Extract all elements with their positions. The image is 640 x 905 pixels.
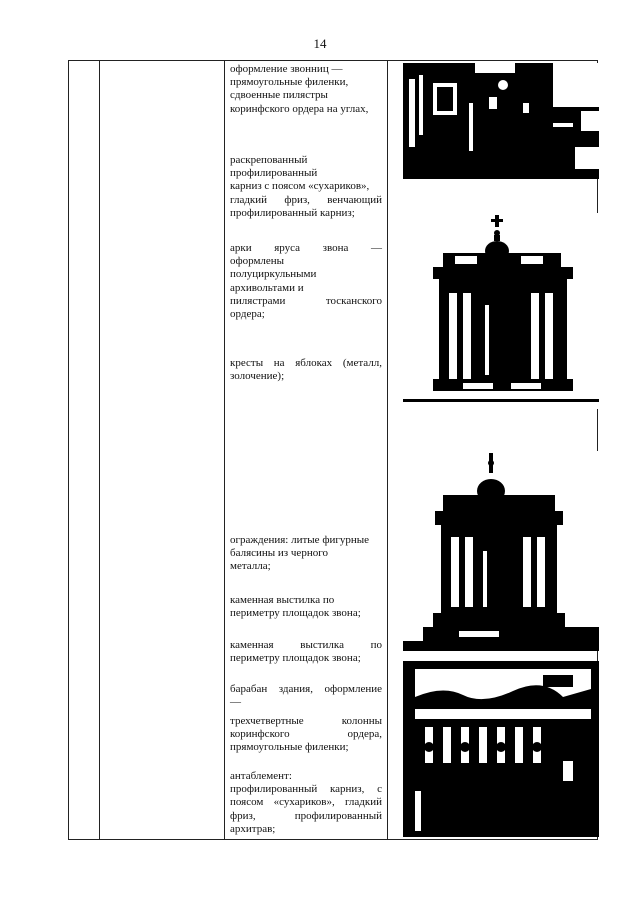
- desc-line: металла;: [230, 560, 271, 573]
- desc-line: гладкий фриз, венчающий: [230, 193, 382, 206]
- desc-line: профилированный карниз;: [230, 206, 355, 219]
- desc-line: —: [230, 696, 241, 709]
- desc-line: оформлены: [230, 255, 285, 268]
- desc-belfry: [230, 63, 382, 116]
- desc-drum: [230, 683, 382, 709]
- desc-line: фриз, профилированный: [230, 809, 382, 822]
- desc-line: золочение);: [230, 370, 285, 383]
- page-number: 14: [313, 36, 327, 51]
- desc-line: каменная выстилка по: [230, 639, 382, 651]
- desc-line: антаблемент:: [230, 770, 292, 782]
- desc-line: ограждения: литые фигурные: [230, 534, 370, 546]
- desc-line: периметру площадок звона;: [230, 652, 361, 665]
- desc-line: периметру площадок звона;: [230, 607, 361, 620]
- desc-entablature: [230, 770, 382, 836]
- monument-table: [68, 60, 598, 840]
- desc-line: раскрепованный: [230, 154, 308, 166]
- desc-paving-1: [230, 594, 382, 620]
- desc-line: коринфского ордера,: [230, 728, 382, 741]
- desc-line: трехчетвертные колонны: [230, 715, 382, 727]
- photo-column: [387, 61, 599, 841]
- desc-line: арки яруса звона —: [230, 242, 382, 254]
- col-divider-2: [224, 61, 225, 839]
- desc-crosses: [230, 357, 382, 383]
- desc-line: карниз с поясом «сухариков»,: [230, 180, 370, 193]
- desc-line: каменная выстилка по: [230, 594, 335, 606]
- desc-line: кресты на яблоках (металл,: [230, 357, 382, 369]
- photo-tower-1: [403, 213, 599, 409]
- desc-line: поясом «сухариков», гладкий: [230, 796, 382, 809]
- desc-line: профилированный карниз, с: [230, 783, 382, 796]
- desc-cornice: [230, 154, 382, 220]
- desc-line: ордера;: [230, 308, 265, 321]
- desc-line: прямоугольные филенки;: [230, 741, 349, 754]
- desc-paving-2: [230, 639, 382, 665]
- desc-line: коринфского ордера на углах,: [230, 102, 369, 115]
- desc-line: балясины из черного: [230, 547, 328, 560]
- photo-belfry-detail: [403, 63, 599, 179]
- desc-line: пилястрами тосканского: [230, 294, 382, 307]
- desc-line: прямоугольные филенки,: [230, 76, 349, 89]
- desc-arches: [230, 242, 382, 321]
- photo-balustrade: [403, 661, 599, 837]
- desc-columns: [230, 715, 382, 755]
- desc-line: профилированный: [230, 167, 318, 180]
- desc-line: архивольтами и: [230, 281, 304, 294]
- photo-tower-2: [403, 451, 599, 651]
- desc-railing: [230, 534, 382, 574]
- desc-line: барабан здания, оформление: [230, 683, 382, 695]
- desc-line: полуциркульными: [230, 268, 317, 281]
- desc-line: архитрав;: [230, 822, 276, 835]
- desc-line: оформление звонниц —: [230, 63, 343, 75]
- desc-line: сдвоенные пилястры: [230, 89, 328, 102]
- col-divider-1: [99, 61, 100, 839]
